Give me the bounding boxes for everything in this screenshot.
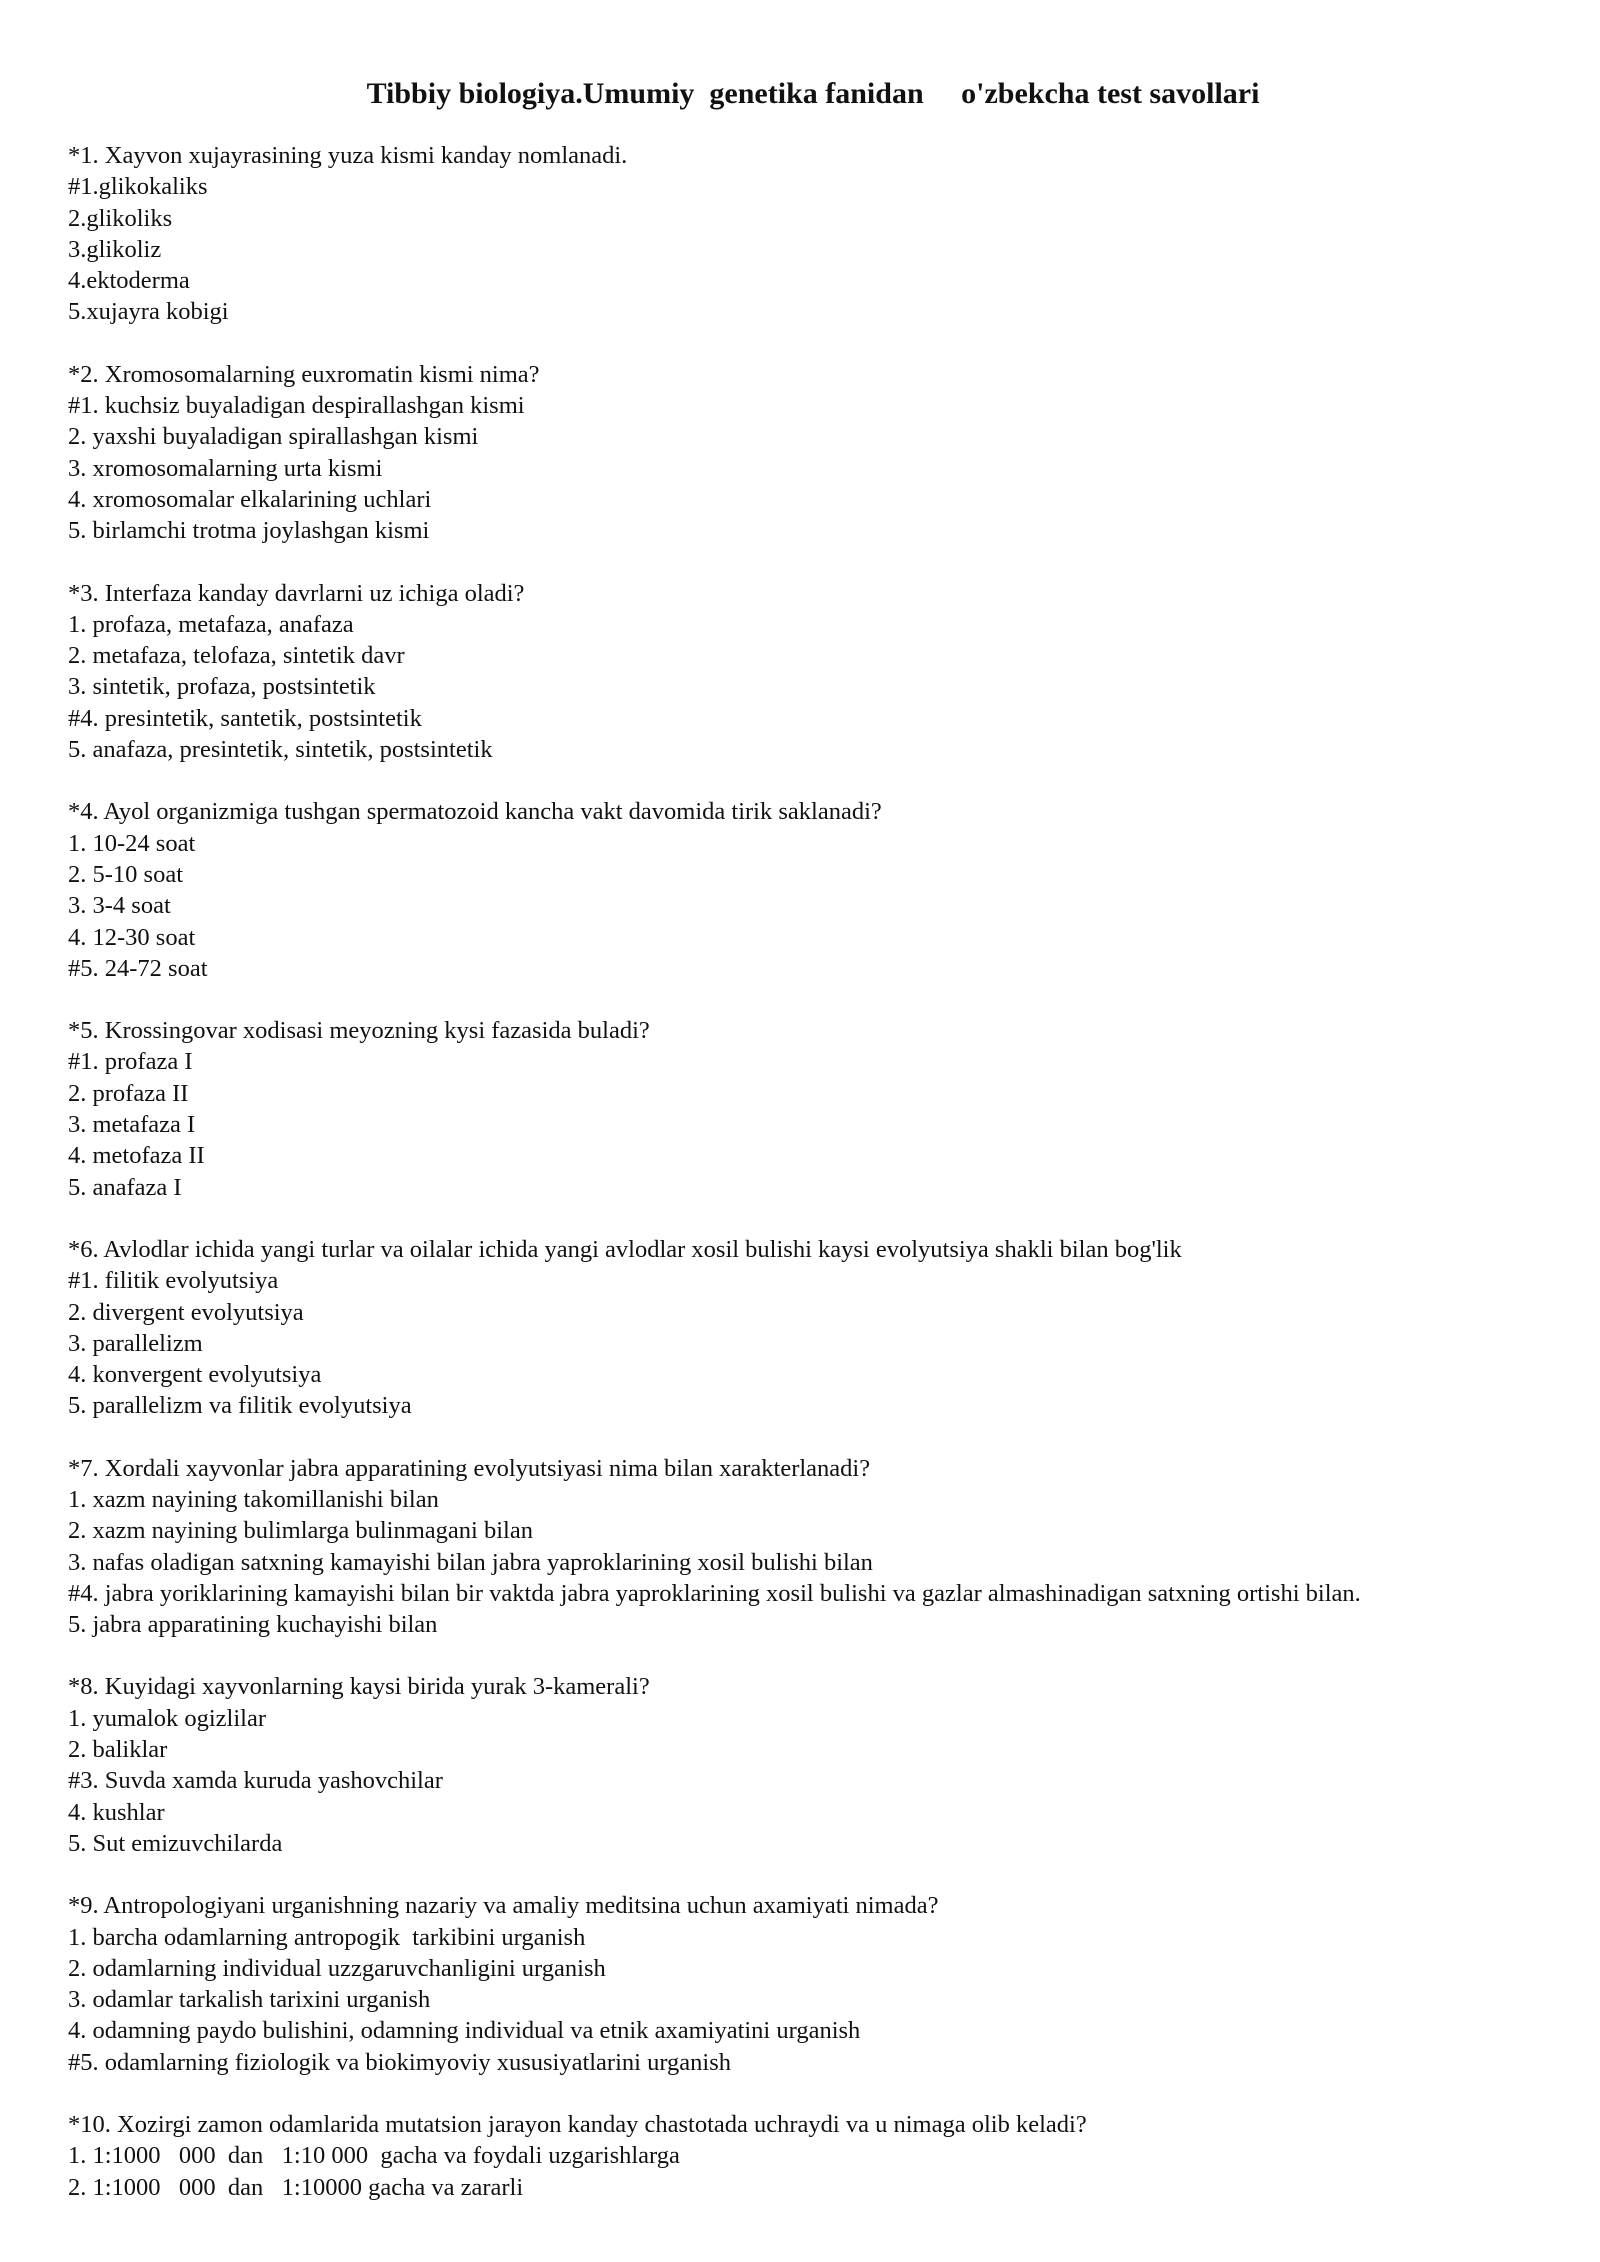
answer-option: 3. nafas oladigan satxning kamayishi bilan jabra yaproklarining xosil bulishi bilan [68, 1548, 873, 1576]
answer-option: 5. jabra apparatining kuchayishi bilan [68, 1611, 438, 1639]
answer-option: 2. baliklar [68, 1736, 168, 1764]
answer-option: 5. birlamchi trotma joylashgan kismi [68, 517, 430, 545]
answer-option: #1.glikokaliks [68, 173, 208, 201]
answer-option: 3. xromosomalarning urta kismi [68, 454, 383, 482]
answer-option: 2. profaza II [68, 1079, 189, 1107]
question-block [68, 1015, 1540, 1203]
answer-option: 3. metafaza I [68, 1111, 196, 1139]
question-block [68, 1453, 1540, 1641]
question-block [68, 1234, 1540, 1422]
answer-option: 2.glikoliks [68, 204, 173, 232]
answer-option: 2. xazm nayining bulimlarga bulinmagani bilan [68, 1517, 533, 1545]
answer-option: 1. 10-24 soat [68, 829, 196, 857]
answer-option: 1. barcha odamlarning antropogik tarkibini urganish [68, 1923, 586, 1951]
question-block [68, 140, 1540, 328]
answer-option: 2. 1:1000 000 dan 1:10000 gacha va zararli [68, 2173, 524, 2201]
answer-option: #1. profaza I [68, 1048, 193, 1076]
answer-option: 1. yumalok ogizlilar [68, 1704, 266, 1732]
question-text: *3. Interfaza kanday davrlarni uz ichiga oladi? [68, 579, 525, 607]
answer-option: 4. kushlar [68, 1798, 165, 1826]
document-title: Tibbiy biologiya.Umumiy genetika fanidan o'zbekcha test savollari [366, 77, 1260, 110]
answer-option: 5. parallelizm va filitik evolyutsiya [68, 1392, 412, 1420]
answer-option: 1. 1:1000 000 dan 1:10 000 gacha va foydali uzgarishlarga [68, 2142, 680, 2170]
answer-option: 2. divergent evolyutsiya [68, 1298, 304, 1326]
answer-option: 5. Sut emizuvchilarda [68, 1829, 283, 1857]
question-block [68, 578, 1540, 766]
answer-option: 3. parallelizm [68, 1329, 203, 1357]
answer-option: #5. odamlarning fiziologik va biokimyoviy xususiyatlarini urganish [68, 2048, 732, 2076]
answer-option: #1. filitik evolyutsiya [68, 1267, 279, 1295]
answer-option: 4. konvergent evolyutsiya [68, 1361, 322, 1389]
question-text: *6. Avlodlar ichida yangi turlar va oilalar ichida yangi avlodlar xosil bulishi kaysi evolyutsiya shakli bilan bog'lik [68, 1235, 1182, 1263]
answer-option: 3. odamlar tarkalish tarixini urganish [68, 1986, 431, 2014]
answer-option: 4. odamning paydo bulishini, odamning individual va etnik axamiyatini urganish [68, 2017, 861, 2045]
answer-option: #3. Suvda xamda kuruda yashovchilar [68, 1767, 443, 1795]
question-block [68, 359, 1540, 547]
question-text: *9. Antropologiyani urganishning nazariy va amaliy meditsina uchun axamiyati nimada? [68, 1892, 939, 1920]
question-text: *1. Xayvon xujayrasining yuza kismi kanday nomlanadi. [68, 142, 628, 169]
answer-option: #5. 24-72 soat [68, 954, 208, 982]
answer-option: 2. 5-10 soat [68, 860, 183, 888]
answer-option: 4. 12-30 soat [68, 923, 196, 951]
question-list [68, 140, 1540, 2203]
answer-option: 3. sintetik, profaza, postsintetik [68, 673, 376, 701]
answer-option: 4.ektoderma [68, 267, 190, 295]
answer-option: 1. xazm nayining takomillanishi bilan [68, 1485, 439, 1513]
question-block [68, 1671, 1540, 1859]
answer-option: 2. odamlarning individual uzzgaruvchanligini urganish [68, 1954, 606, 1982]
answer-option: 5. anafaza, presintetik, sintetik, postsintetik [68, 736, 493, 764]
answer-option: #4. jabra yoriklarining kamayishi bilan bir vaktda jabra yaproklarining xosil bulishi va gazlar almashinadigan satxning ortishi bilan. [68, 1579, 1361, 1607]
question-text: *5. Krossingovar xodisasi meyozning kysi fazasida buladi? [68, 1017, 650, 1045]
answer-option: 4. metofaza II [68, 1142, 205, 1170]
question-block [68, 796, 1540, 984]
answer-option: #1. kuchsiz buyaladigan despirallashgan kismi [68, 392, 525, 420]
question-text: *4. Ayol organizmiga tushgan spermatozoid kancha vakt davomida tirik saklanadi? [68, 798, 882, 826]
question-text: *10. Xozirgi zamon odamlarida mutatsion jarayon kanday chastotada uchraydi va u nimaga olib keladi? [68, 2111, 1087, 2139]
question-text: *8. Kuyidagi xayvonlarning kaysi birida yurak 3-kamerali? [68, 1673, 650, 1701]
answer-option: 2. yaxshi buyaladigan spirallashgan kismi [68, 423, 479, 451]
question-block [68, 2109, 1540, 2203]
answer-option: #4. presintetik, santetik, postsintetik [68, 704, 422, 732]
answer-option: 3.glikoliz [68, 235, 162, 263]
answer-option: 3. 3-4 soat [68, 892, 171, 920]
answer-option: 2. metafaza, telofaza, sintetik davr [68, 642, 405, 670]
question-block [68, 1890, 1540, 2078]
answer-option: 4. xromosomalar elkalarining uchlari [68, 485, 432, 513]
answer-option: 5. anafaza I [68, 1173, 182, 1201]
answer-option: 5.xujayra kobigi [68, 298, 229, 326]
question-text: *2. Xromosomalarning euxromatin kismi nima? [68, 360, 540, 388]
question-text: *7. Xordali xayvonlar jabra apparatining evolyutsiyasi nima bilan xarakterlanadi? [68, 1454, 871, 1482]
answer-option: 1. profaza, metafaza, anafaza [68, 610, 354, 638]
